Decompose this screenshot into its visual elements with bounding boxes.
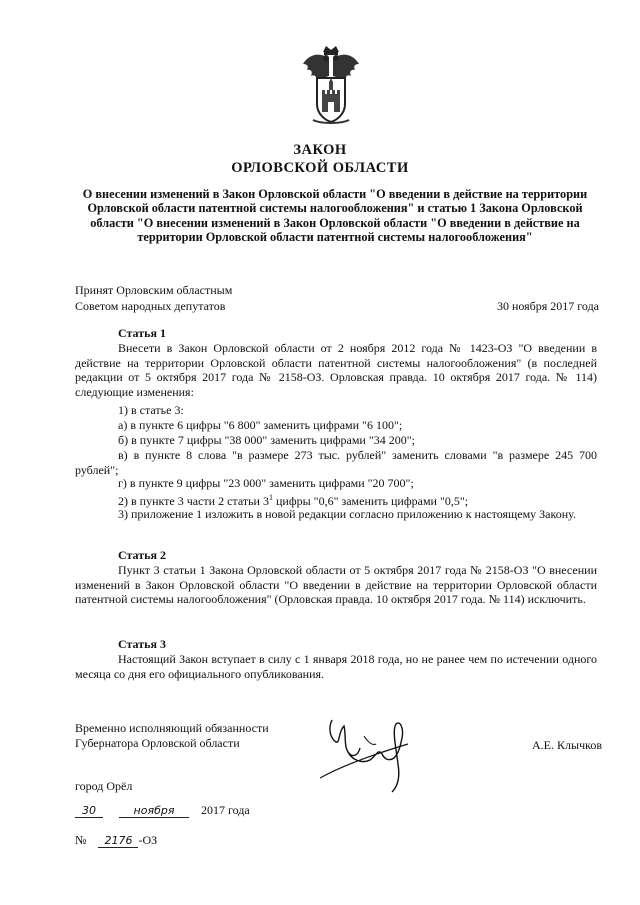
article-1-item-b: б) в пункте 7 цифры "38 000" заменить цифрами "34 200"; [118,433,415,447]
signing-date [75,803,250,818]
document-title-line2: ОРЛОВСКОЙ ОБЛАСТИ [231,160,409,176]
article-2-body [75,563,597,607]
law-number-value: 2176 [98,834,138,848]
signing-date-year: 2017 года [201,803,250,817]
article-1-item-2 [118,491,468,508]
adopted-by-line1: Принят Орловским областным [75,283,233,297]
law-number [75,833,157,848]
article-3-text: Настоящий Закон вступает в силу с 1 января 2018 года, но не ранее чем по истечении одного месяца со дня его официального опубликования. [75,652,597,681]
signing-date-month: ноября [119,804,189,818]
document-subtitle: О внесении изменений в Закон Орловской области "О введении в действие на территории Орловской области патентной системы налогообложения" и статью 1 Закона Орловской области "О внесении изменений в Закон Орловской области "О введении в действие на территории Орловской области патентной системы налогообложения" [82,187,588,244]
article-3-body [75,652,597,681]
signatory-role-line2: Губернатора Орловской области [75,736,240,750]
article-1-item-2-sup: 1 [268,493,273,502]
article-1-item-3 [75,507,597,522]
coat-of-arms-emblem [299,42,363,126]
article-1-intro [75,341,597,399]
article-2-heading: Статья 2 [118,548,166,562]
adopted-by-line2: Советом народных депутатов [75,299,226,313]
city: город Орёл [75,779,133,793]
article-1-item-a: а) в пункте 6 цифры "6 800" заменить цифрами "6 100"; [118,418,403,432]
signatory-name: А.Е. Клычков [532,738,602,752]
article-1-item-2-pre: 2) в пункте 3 части 2 статьи 3 [118,494,269,508]
article-1-item-g: г) в пункте 9 цифры "23 000" заменить цифрами "20 700"; [118,476,414,490]
article-1-item-v-text: в) в пункте 8 слова "в размере 273 тыс. рублей" заменить словами "в размере 245 700 рублей"; [75,448,597,477]
adoption-date: 30 ноября 2017 года [496,299,599,313]
article-1-item-v [75,448,597,477]
article-1-item-2-post: цифры "0,6" заменить цифрами "0,5"; [272,494,469,508]
law-number-suffix: -ОЗ [138,833,158,847]
article-2-text: Пункт 3 статьи 1 Закона Орловской области от 5 октября 2017 года № 2158-ОЗ "О внесении изменений в Закон Орловской области "О введении в действие на территории Орловской области патентной системы налогообложения" (Орловская правда. 10 октября 2017 года. № 114) исключить. [75,563,597,607]
article-1-intro-text: Внесети в Закон Орловской области от 2 ноября 2012 года № 1423-ОЗ "О введении в действие на территории Орловской области патентной системы налогообложения" (в последней редакции от 5 октября 2017 года № 2158-ОЗ. Орловская правда. 10 октября 2017 года. № 114) следующие изменения: [75,341,597,399]
article-1-item-1: 1) в статье 3: [118,403,184,417]
signing-date-day: 30 [75,804,103,818]
article-3-heading: Статья 3 [118,637,166,651]
document-title-line1: ЗАКОН [293,142,347,158]
law-number-prefix: № [75,833,87,847]
signatory-role-line1: Временно исполняющий обязанности [75,721,269,735]
handwritten-signature [318,708,418,798]
article-1-item-3-text: 3) приложение 1 изложить в новой редакции согласно приложению к настоящему Закону. [118,507,576,521]
article-1-heading: Статья 1 [118,326,166,340]
